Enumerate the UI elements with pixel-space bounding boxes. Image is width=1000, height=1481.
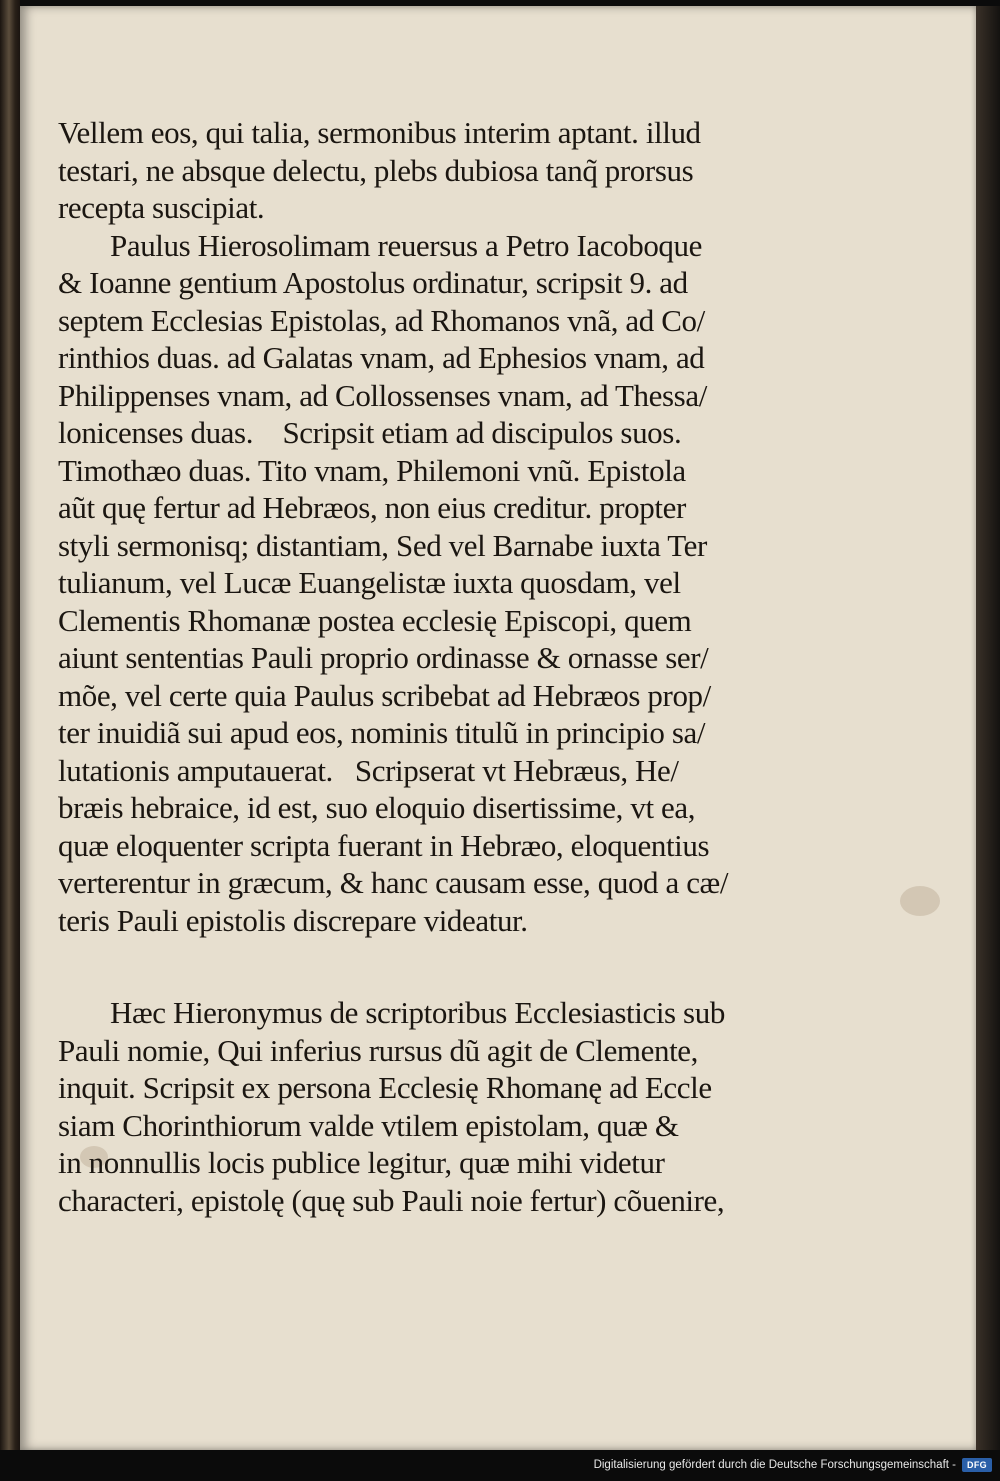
text-line: Philippenses vnam, ad Collossenses vnam, ad Thessa/	[58, 377, 707, 413]
text-line: tulianum, vel Lucæ Euangelistæ iuxta quosdam, vel	[58, 565, 681, 600]
dfg-logo-icon: DFG	[962, 1458, 992, 1472]
text-line: quæ eloquenter scripta fuerant in Hebræo, eloquentius	[58, 827, 710, 863]
text-line: mõe, vel certe quia Paulus scribebat ad Hebræos prop/	[58, 677, 711, 713]
text-line: aiunt sententias Pauli proprio ordinasse & ornasse ser/	[58, 640, 709, 675]
text-line: Clementis Rhomanæ postea ecclesię Episcopi, quem	[58, 602, 692, 638]
text-line: ter inuidiã sui apud eos, nominis titulũ in principio sa/	[58, 715, 706, 750]
text-line: Vellem eos, qui talia, sermonibus interim aptant. illud	[58, 115, 701, 150]
text-line: aũt quę fertur ad Hebræos, non eius creditur. propter	[58, 490, 686, 525]
paragraph-2	[58, 227, 758, 940]
text-line: Hæc Hieronymus de scriptoribus Ecclesiasticis sub	[110, 995, 725, 1030]
text-line: bræis hebraice, id est, suo eloquio disertissime, vt ea,	[58, 790, 696, 825]
text-line: & Ioanne gentium Apostolus ordinatur, scripsit 9. ad	[58, 265, 688, 300]
page-right-edge-shadow	[976, 6, 1000, 1450]
text-line: Pauli nomie, Qui inferius rursus dũ agit de Clemente,	[58, 1032, 699, 1068]
text-line: septem Ecclesias Epistolas, ad Rhomanos vnã, ad Co/	[58, 302, 705, 338]
text-line: Timothæo duas. Tito vnam, Philemoni vnũ. Epistola	[58, 452, 686, 488]
text-line: siam Chorinthiorum valde vtilem epistolam, quæ &	[58, 1107, 679, 1143]
text-line: in nonnullis locis publice legitur, quæ mihi videtur	[58, 1145, 665, 1180]
paper-stain	[900, 886, 940, 916]
text-line: inquit. Scripsit ex persona Ecclesię Rhomanę ad Eccle	[58, 1070, 712, 1105]
text-line: styli sermonisq; distantiam, Sed vel Barnabe iuxta Ter	[58, 527, 707, 563]
text-line: testari, ne absque delectu, plebs dubiosa tanq̃ prorsus	[58, 152, 694, 188]
text-line: rinthios duas. ad Galatas vnam, ad Ephesios vnam, ad	[58, 340, 705, 375]
book-page	[20, 6, 976, 1450]
text-line: Paulus Hierosolimam reuersus a Petro Iacoboque	[110, 227, 702, 263]
text-line: recepta suscipiat.	[58, 190, 265, 225]
book-spine-edge	[0, 0, 20, 1450]
text-line: teris Pauli epistolis discrepare videatur.	[58, 902, 528, 938]
paragraph-3	[58, 994, 758, 1219]
digitization-credit: Digitalisierung gefördert durch die Deutsche Forschungsgemeinschaft -	[593, 1459, 956, 1471]
page-text	[58, 114, 758, 1219]
paragraph-gap	[58, 939, 758, 994]
text-line: lutationis amputauerat. Scripserat vt Hebræus, He/	[58, 752, 679, 788]
text-line: characteri, epistolę (quę sub Pauli noie fertur) cõuenire,	[58, 1182, 725, 1218]
text-line: lonicenses duas. Scripsit etiam ad discipulos suos.	[58, 415, 682, 450]
footer-bar	[0, 1450, 1000, 1481]
paragraph-1	[58, 114, 758, 227]
text-line: verterentur in græcum, & hanc causam esse, quod a cæ/	[58, 865, 729, 900]
